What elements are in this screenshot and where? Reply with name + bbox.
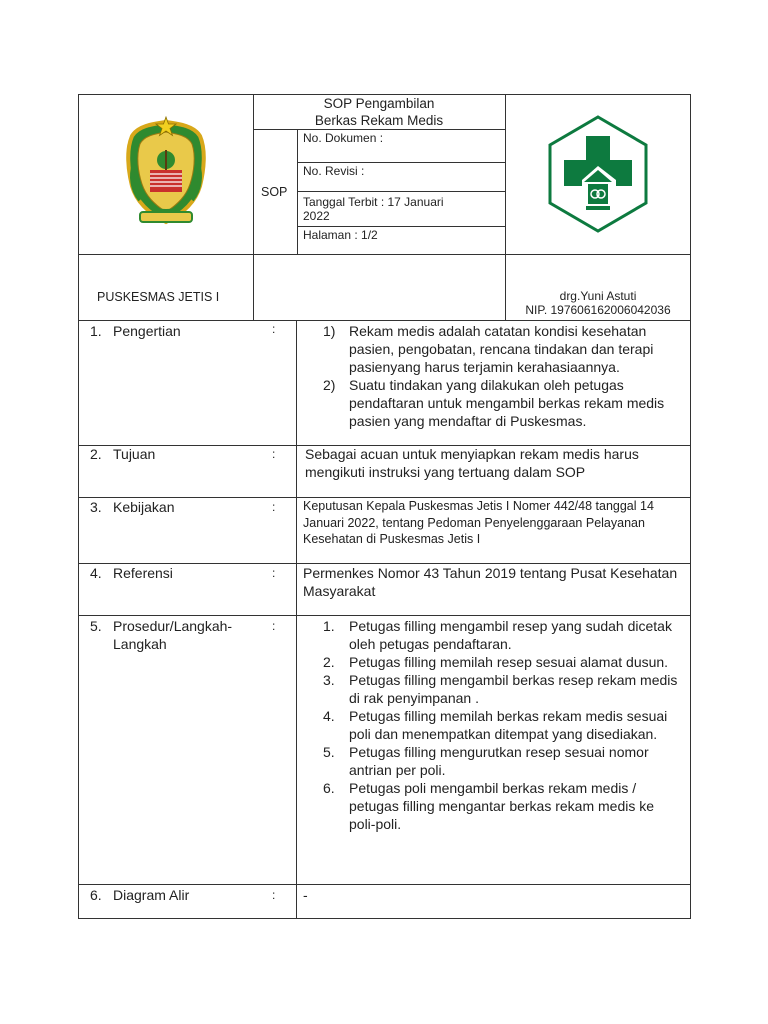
section-1-number: 1. (90, 323, 102, 339)
section-4-colon: : (272, 566, 276, 580)
grid-line (78, 254, 691, 255)
puskesmas-logo-icon (546, 114, 650, 234)
list-item: 6. Petugas poli mengambil berkas rekam medis / petugas filling mengantar berkas rekam medis ke poli-poli. (323, 780, 655, 832)
title-line-1: SOP Pengambilan (323, 96, 435, 111)
tanggal-line-1: Tanggal Terbit : 17 Januari (303, 195, 444, 209)
section-3-colon: : (272, 500, 276, 514)
section-6-number: 6. (90, 887, 102, 903)
section-2-number: 2. (90, 446, 102, 462)
list-item: 2) Suatu tindakan yang dilakukan oleh petugas pendaftaran untuk mengambil berkas rekam medis pasien yang mendaftar di Puskesmas. (323, 377, 665, 429)
grid-line (297, 191, 505, 192)
list-item: 3. Petugas filling mengambil berkas resep rekam medis di rak penyimpanan . (323, 672, 678, 706)
section-5-label (113, 617, 232, 653)
no-revisi-field: No. Revisi : (303, 164, 365, 178)
list-item: 1. Petugas filling mengambil resep yang sudah dicetak oleh petugas pendaftaran. (323, 618, 672, 652)
tanggal-terbit-field (303, 195, 444, 223)
section-1-label: Pengertian (113, 323, 181, 339)
section-1-colon: : (272, 322, 276, 336)
section-2-colon: : (272, 447, 276, 461)
section-5-number: 5. (90, 618, 102, 634)
list-item: 2. Petugas filling memilah resep sesuai alamat dusun. (323, 654, 669, 670)
section-6-text: - (303, 887, 308, 903)
section-3-text: Keputusan Kepala Puskesmas Jetis I Nomer 442/48 tanggal 14 Januari 2022, tentang Pedoman Penyelenggaraan Pelayanan Kesehatan di Puskesmas Jetis I (303, 499, 654, 546)
section-3-label: Kebijakan (113, 499, 175, 515)
tanggal-line-2: 2022 (303, 209, 330, 223)
grid-line (78, 884, 691, 885)
grid-line (78, 615, 691, 616)
section-3-number: 3. (90, 499, 102, 515)
section-5-colon: : (272, 619, 276, 633)
section-2-label: Tujuan (113, 446, 156, 462)
regency-emblem-icon (120, 114, 212, 234)
section-1-list (299, 322, 684, 430)
section-6-colon: : (272, 888, 276, 902)
list-item: 4. Petugas filling memilah berkas rekam medis sesuai poli dan menempatkan ditempat yang disediakan. (323, 708, 668, 742)
signer-nip: NIP. 197606162006042036 (525, 303, 671, 317)
no-dokumen-field: No. Dokumen : (303, 131, 384, 145)
halaman-field: Halaman : 1/2 (303, 228, 378, 242)
grid-line (296, 320, 297, 919)
section-5-list (299, 617, 684, 833)
section-6-label: Diagram Alir (113, 887, 190, 903)
org-name: PUSKESMAS JETIS I (97, 290, 220, 304)
section-2-text: Sebagai acuan untuk menyiapkan rekam medis harus mengikuti instruksi yang tertuang dalam SOP (305, 446, 639, 480)
grid-line (505, 94, 506, 320)
list-item: 5. Petugas filling mengurutkan resep sesuai nomor antrian per poli. (323, 744, 649, 778)
section-4-label: Referensi (113, 565, 173, 581)
section-5-label-line-1: Prosedur/Langkah- (113, 618, 233, 634)
title-line-2: Berkas Rekam Medis (314, 113, 444, 128)
grid-line (297, 226, 505, 227)
sop-label: SOP (261, 185, 288, 199)
section-4-number: 4. (90, 565, 102, 581)
grid-line (253, 129, 505, 130)
section-4-text: Permenkes Nomor 43 Tahun 2019 tentang Pusat Kesehatan Masyarakat (303, 565, 678, 599)
section-5-label-line-2: Langkah (113, 636, 167, 652)
grid-line (297, 162, 505, 163)
signer-block (505, 289, 691, 317)
grid-line (78, 320, 691, 321)
signer-name: drg.Yuni Astuti (559, 289, 637, 303)
document-title (253, 95, 505, 129)
list-item: 1) Rekam medis adalah catatan kondisi kesehatan pasien, pengobatan, rencana tindakan dan terapi pasienyang harus terjamin kerahasiaannya. (323, 323, 654, 375)
